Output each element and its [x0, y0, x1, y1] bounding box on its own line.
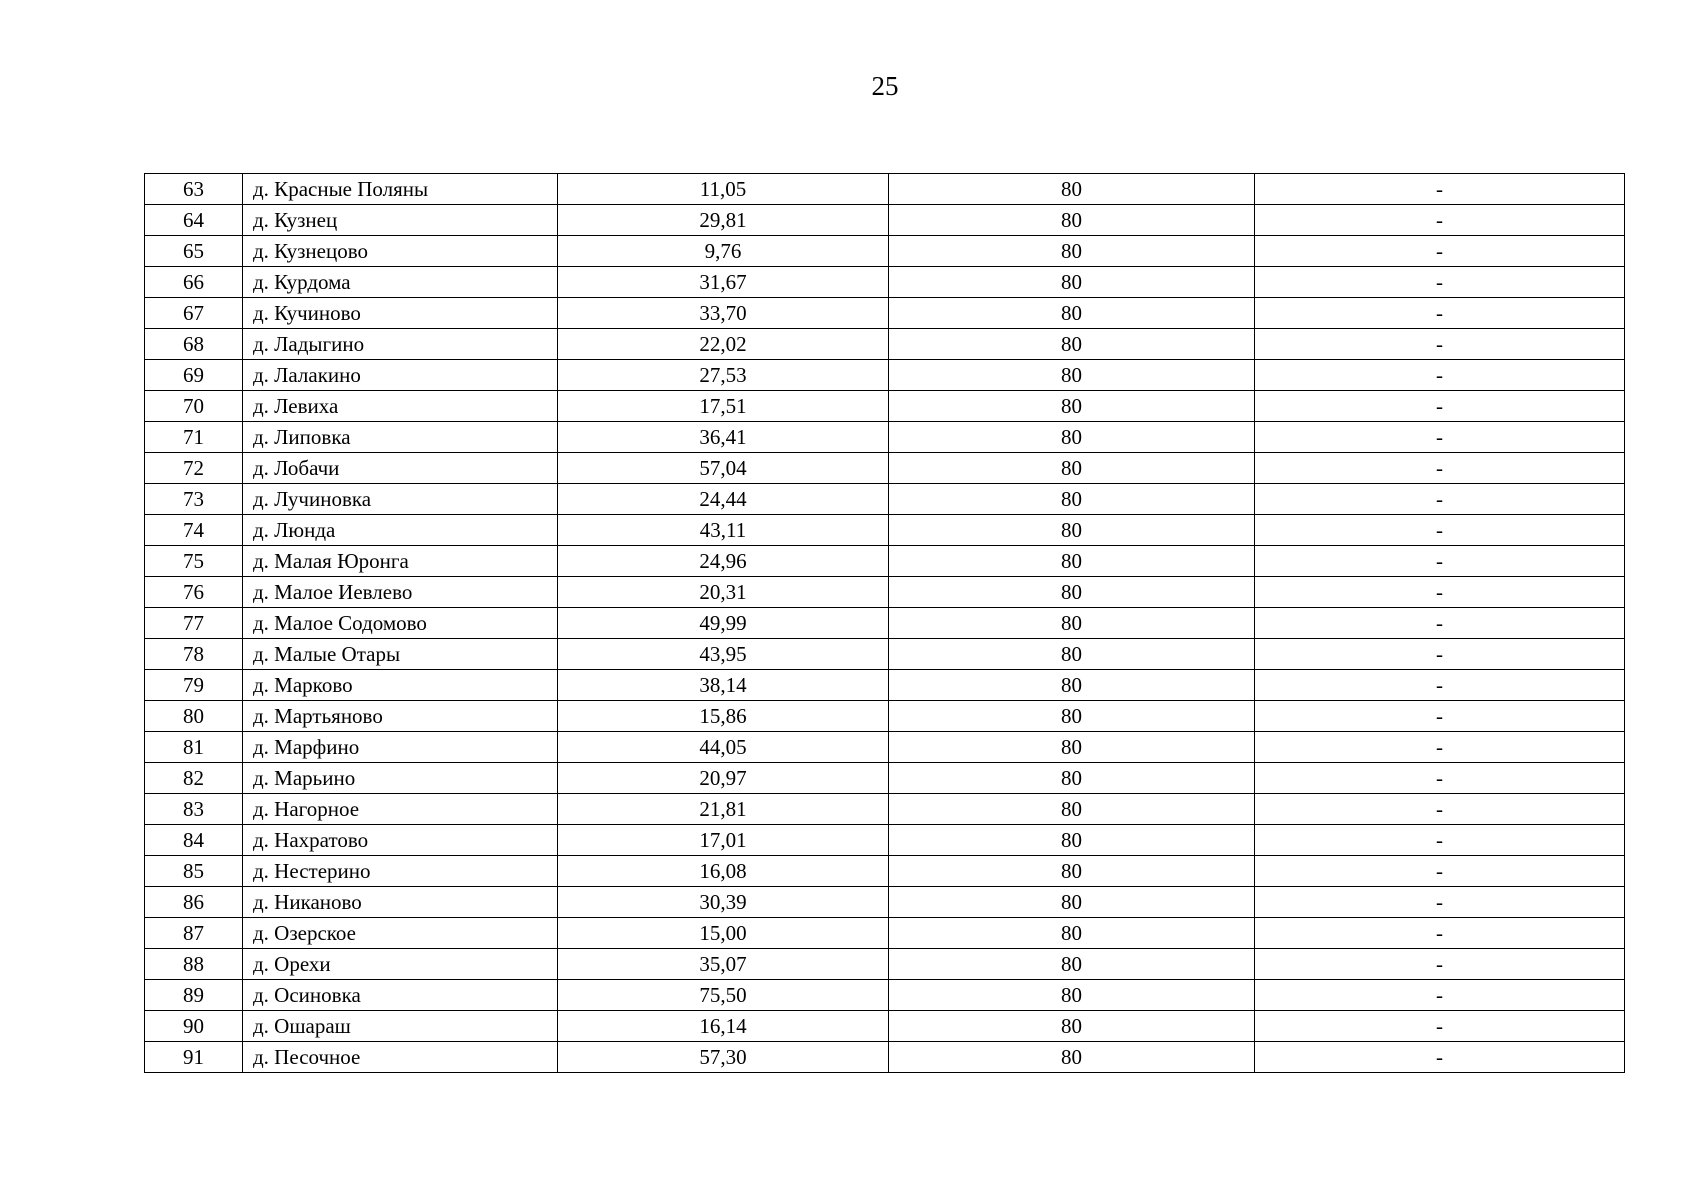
settlement-name-cell: д. Мартьяново — [243, 701, 558, 732]
area-cell: 24,44 — [558, 484, 889, 515]
note-cell: - — [1255, 1042, 1625, 1073]
note-cell: - — [1255, 236, 1625, 267]
settlement-name-cell: д. Кучиново — [243, 298, 558, 329]
settlement-name-cell: д. Левиха — [243, 391, 558, 422]
percent-cell: 80 — [889, 1042, 1255, 1073]
note-cell: - — [1255, 546, 1625, 577]
table-row — [145, 670, 1625, 701]
table-row — [145, 360, 1625, 391]
table-row — [145, 763, 1625, 794]
table-row — [145, 980, 1625, 1011]
settlement-name-cell: д. Лобачи — [243, 453, 558, 484]
percent-cell: 80 — [889, 701, 1255, 732]
row-number-cell: 69 — [145, 360, 243, 391]
settlements-table — [144, 173, 1625, 1073]
note-cell: - — [1255, 980, 1625, 1011]
percent-cell: 80 — [889, 639, 1255, 670]
row-number-cell: 75 — [145, 546, 243, 577]
settlement-name-cell: д. Малая Юронга — [243, 546, 558, 577]
area-cell: 38,14 — [558, 670, 889, 701]
table-row — [145, 577, 1625, 608]
settlement-name-cell: д. Ладыгино — [243, 329, 558, 360]
percent-cell: 80 — [889, 360, 1255, 391]
row-number-cell: 63 — [145, 174, 243, 205]
settlement-name-cell: д. Лучиновка — [243, 484, 558, 515]
table-row — [145, 1011, 1625, 1042]
percent-cell: 80 — [889, 856, 1255, 887]
settlement-name-cell: д. Никаново — [243, 887, 558, 918]
note-cell: - — [1255, 391, 1625, 422]
area-cell: 57,30 — [558, 1042, 889, 1073]
settlement-name-cell: д. Малое Иевлево — [243, 577, 558, 608]
table-row — [145, 856, 1625, 887]
note-cell: - — [1255, 918, 1625, 949]
percent-cell: 80 — [889, 794, 1255, 825]
note-cell: - — [1255, 360, 1625, 391]
percent-cell: 80 — [889, 763, 1255, 794]
area-cell: 35,07 — [558, 949, 889, 980]
area-cell: 36,41 — [558, 422, 889, 453]
settlement-name-cell: д. Малые Отары — [243, 639, 558, 670]
row-number-cell: 79 — [145, 670, 243, 701]
area-cell: 15,00 — [558, 918, 889, 949]
row-number-cell: 88 — [145, 949, 243, 980]
percent-cell: 80 — [889, 453, 1255, 484]
row-number-cell: 80 — [145, 701, 243, 732]
table-row — [145, 391, 1625, 422]
area-cell: 44,05 — [558, 732, 889, 763]
settlement-name-cell: д. Кузнецово — [243, 236, 558, 267]
area-cell: 31,67 — [558, 267, 889, 298]
note-cell: - — [1255, 515, 1625, 546]
percent-cell: 80 — [889, 515, 1255, 546]
row-number-cell: 76 — [145, 577, 243, 608]
area-cell: 22,02 — [558, 329, 889, 360]
percent-cell: 80 — [889, 732, 1255, 763]
table-row — [145, 515, 1625, 546]
row-number-cell: 74 — [145, 515, 243, 546]
row-number-cell: 70 — [145, 391, 243, 422]
row-number-cell: 82 — [145, 763, 243, 794]
percent-cell: 80 — [889, 1011, 1255, 1042]
row-number-cell: 87 — [145, 918, 243, 949]
area-cell: 49,99 — [558, 608, 889, 639]
area-cell: 11,05 — [558, 174, 889, 205]
area-cell: 21,81 — [558, 794, 889, 825]
note-cell: - — [1255, 794, 1625, 825]
row-number-cell: 72 — [145, 453, 243, 484]
percent-cell: 80 — [889, 670, 1255, 701]
row-number-cell: 86 — [145, 887, 243, 918]
area-cell: 43,95 — [558, 639, 889, 670]
settlement-name-cell: д. Марково — [243, 670, 558, 701]
area-cell: 20,97 — [558, 763, 889, 794]
percent-cell: 80 — [889, 887, 1255, 918]
table-row — [145, 298, 1625, 329]
table-row — [145, 732, 1625, 763]
row-number-cell: 83 — [145, 794, 243, 825]
percent-cell: 80 — [889, 980, 1255, 1011]
percent-cell: 80 — [889, 422, 1255, 453]
settlement-name-cell: д. Курдома — [243, 267, 558, 298]
settlement-name-cell: д. Лалакино — [243, 360, 558, 391]
percent-cell: 80 — [889, 329, 1255, 360]
row-number-cell: 68 — [145, 329, 243, 360]
row-number-cell: 90 — [145, 1011, 243, 1042]
note-cell: - — [1255, 763, 1625, 794]
note-cell: - — [1255, 887, 1625, 918]
area-cell: 33,70 — [558, 298, 889, 329]
row-number-cell: 73 — [145, 484, 243, 515]
note-cell: - — [1255, 422, 1625, 453]
table-row — [145, 484, 1625, 515]
row-number-cell: 89 — [145, 980, 243, 1011]
note-cell: - — [1255, 639, 1625, 670]
table-row — [145, 701, 1625, 732]
settlement-name-cell: д. Нагорное — [243, 794, 558, 825]
settlement-name-cell: д. Малое Содомово — [243, 608, 558, 639]
row-number-cell: 85 — [145, 856, 243, 887]
percent-cell: 80 — [889, 205, 1255, 236]
table-row — [145, 825, 1625, 856]
table-row — [145, 174, 1625, 205]
row-number-cell: 66 — [145, 267, 243, 298]
note-cell: - — [1255, 577, 1625, 608]
settlement-name-cell: д. Красные Поляны — [243, 174, 558, 205]
note-cell: - — [1255, 949, 1625, 980]
row-number-cell: 71 — [145, 422, 243, 453]
percent-cell: 80 — [889, 267, 1255, 298]
table-row — [145, 794, 1625, 825]
note-cell: - — [1255, 825, 1625, 856]
note-cell: - — [1255, 608, 1625, 639]
table-row — [145, 422, 1625, 453]
row-number-cell: 81 — [145, 732, 243, 763]
table-row — [145, 267, 1625, 298]
percent-cell: 80 — [889, 298, 1255, 329]
percent-cell: 80 — [889, 236, 1255, 267]
area-cell: 16,08 — [558, 856, 889, 887]
settlement-name-cell: д. Липовка — [243, 422, 558, 453]
row-number-cell: 67 — [145, 298, 243, 329]
settlement-name-cell: д. Орехи — [243, 949, 558, 980]
note-cell: - — [1255, 298, 1625, 329]
percent-cell: 80 — [889, 825, 1255, 856]
note-cell: - — [1255, 701, 1625, 732]
settlement-name-cell: д. Осиновка — [243, 980, 558, 1011]
row-number-cell: 84 — [145, 825, 243, 856]
settlement-name-cell: д. Марфино — [243, 732, 558, 763]
area-cell: 17,51 — [558, 391, 889, 422]
settlement-name-cell: д. Марьино — [243, 763, 558, 794]
percent-cell: 80 — [889, 577, 1255, 608]
table-body — [145, 174, 1625, 1073]
row-number-cell: 78 — [145, 639, 243, 670]
table-row — [145, 453, 1625, 484]
settlement-name-cell: д. Песочное — [243, 1042, 558, 1073]
note-cell: - — [1255, 174, 1625, 205]
table-row — [145, 329, 1625, 360]
percent-cell: 80 — [889, 949, 1255, 980]
row-number-cell: 64 — [145, 205, 243, 236]
note-cell: - — [1255, 329, 1625, 360]
percent-cell: 80 — [889, 918, 1255, 949]
note-cell: - — [1255, 1011, 1625, 1042]
row-number-cell: 91 — [145, 1042, 243, 1073]
row-number-cell: 65 — [145, 236, 243, 267]
table-row — [145, 949, 1625, 980]
note-cell: - — [1255, 732, 1625, 763]
area-cell: 75,50 — [558, 980, 889, 1011]
area-cell: 15,86 — [558, 701, 889, 732]
page-number: 25 — [871, 71, 899, 101]
table-row — [145, 1042, 1625, 1073]
settlement-name-cell: д. Ошараш — [243, 1011, 558, 1042]
settlement-name-cell: д. Озерское — [243, 918, 558, 949]
note-cell: - — [1255, 267, 1625, 298]
area-cell: 16,14 — [558, 1011, 889, 1042]
percent-cell: 80 — [889, 391, 1255, 422]
row-number-cell: 77 — [145, 608, 243, 639]
percent-cell: 80 — [889, 546, 1255, 577]
table-row — [145, 236, 1625, 267]
area-cell: 29,81 — [558, 205, 889, 236]
table-row — [145, 918, 1625, 949]
settlement-name-cell: д. Кузнец — [243, 205, 558, 236]
settlement-name-cell: д. Люнда — [243, 515, 558, 546]
area-cell: 30,39 — [558, 887, 889, 918]
note-cell: - — [1255, 484, 1625, 515]
area-cell: 20,31 — [558, 577, 889, 608]
table-row — [145, 608, 1625, 639]
area-cell: 9,76 — [558, 236, 889, 267]
note-cell: - — [1255, 453, 1625, 484]
table-row — [145, 546, 1625, 577]
settlement-name-cell: д. Нахратово — [243, 825, 558, 856]
table-row — [145, 639, 1625, 670]
area-cell: 24,96 — [558, 546, 889, 577]
percent-cell: 80 — [889, 174, 1255, 205]
area-cell: 17,01 — [558, 825, 889, 856]
note-cell: - — [1255, 670, 1625, 701]
note-cell: - — [1255, 205, 1625, 236]
percent-cell: 80 — [889, 484, 1255, 515]
percent-cell: 80 — [889, 608, 1255, 639]
note-cell: - — [1255, 856, 1625, 887]
area-cell: 27,53 — [558, 360, 889, 391]
area-cell: 57,04 — [558, 453, 889, 484]
area-cell: 43,11 — [558, 515, 889, 546]
table-row — [145, 205, 1625, 236]
table-row — [145, 887, 1625, 918]
settlement-name-cell: д. Нестерино — [243, 856, 558, 887]
